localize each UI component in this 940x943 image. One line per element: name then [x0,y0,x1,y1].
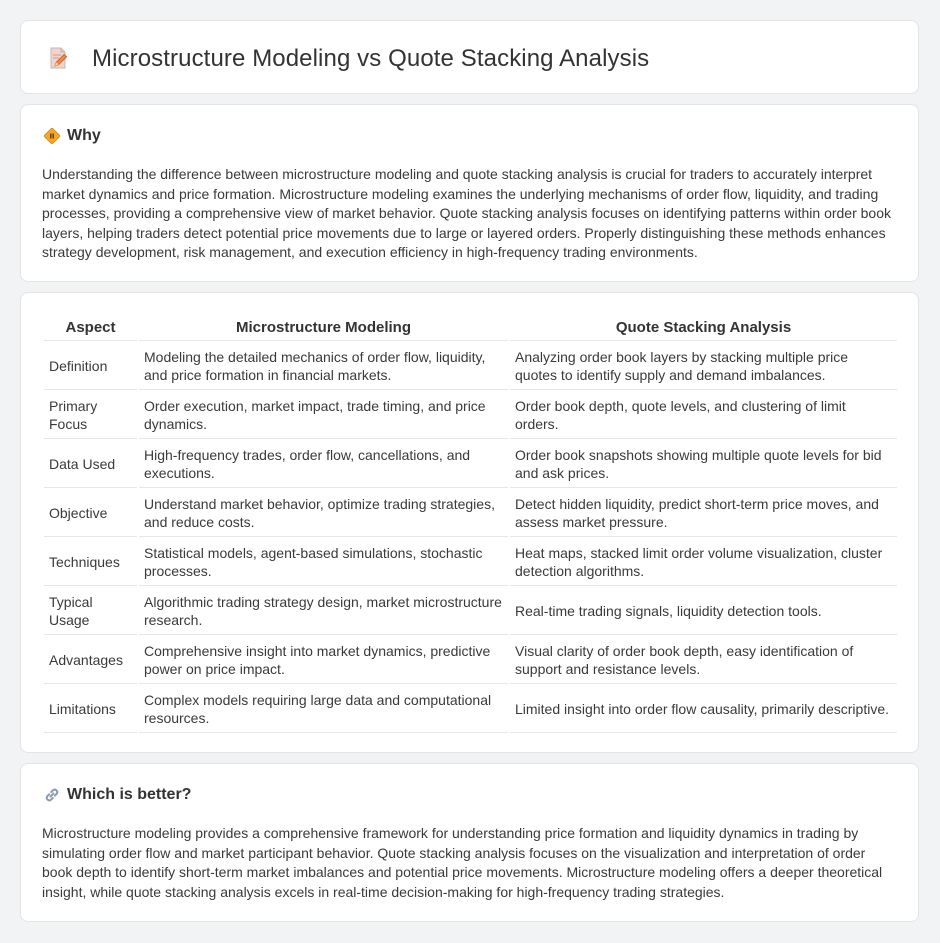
row-microstructure: Algorithmic trading strategy design, market microstructure research. [139,588,508,635]
row-aspect: Primary Focus [44,392,137,439]
row-aspect: Typical Usage [44,588,137,635]
better-text: Microstructure modeling provides a comprehensive framework for understanding price formation and liquidity dynamics in trading by simulating order flow and market participant behavior. Quote stacking analysis focuses on the visualization and interpretation of order book depth to identify short-term market imbalances and potential price movements. Microstructure modeling offers a deeper theoretical insight, while quote stacking analysis excels in real-time decision-making for high-frequency trading strategies. [42,825,883,900]
row-quote-stacking: Heat maps, stacked limit order volume visualization, cluster detection algorithms. [510,539,897,586]
row-aspect: Objective [44,490,137,537]
row-aspect: Techniques [44,539,137,586]
row-microstructure: Comprehensive insight into market dynamics, predictive power on price impact. [139,637,508,684]
document-edit-icon [46,46,70,70]
header-aspect: Aspect [44,315,137,341]
table-row [44,441,897,488]
comparison-card [20,292,919,753]
row-quote-stacking: Order book depth, quote levels, and clustering of limit orders. [510,392,897,439]
table-row [44,637,897,684]
why-heading [43,127,101,145]
row-quote-stacking: Real-time trading signals, liquidity detection tools. [510,588,897,635]
header-quote-stacking: Quote Stacking Analysis [510,315,897,341]
table-row [44,686,897,733]
row-microstructure: Understand market behavior, optimize trading strategies, and reduce costs. [139,490,508,537]
row-quote-stacking: Analyzing order book layers by stacking multiple price quotes to identify supply and demand imbalances. [510,343,897,390]
why-title: Why [67,127,101,144]
row-microstructure: High-frequency trades, order flow, cancellations, and executions. [139,441,508,488]
table-header-row [44,315,897,341]
row-quote-stacking: Detect hidden liquidity, predict short-term price moves, and assess market pressure. [510,490,897,537]
better-title: Which is better? [67,786,192,803]
row-quote-stacking: Limited insight into order flow causality, primarily descriptive. [510,686,897,733]
table-row [44,490,897,537]
table-row [44,588,897,635]
comparison-table [42,313,899,735]
page-title: Microstructure Modeling vs Quote Stacking Analysis [92,45,650,72]
row-aspect: Advantages [44,637,137,684]
better-heading [43,786,191,804]
why-section [20,104,919,282]
row-aspect: Definition [44,343,137,390]
which-is-better-section [20,763,919,922]
link-icon [43,786,61,804]
row-aspect: Data Used [44,441,137,488]
why-text: Understanding the difference between microstructure modeling and quote stacking analysis is crucial for traders to accurately interpret market dynamics and price formation. Microstructure modeling examines the underlying mechanisms of order flow, liquidity, and trading processes, providing a comprehensive view of market behavior. Quote stacking analysis focuses on identifying patterns within order book layers, helping traders detect potential price movements due to large or layered orders. Properly distinguishing these methods enhances strategy development, risk management, and execution efficiency in high-frequency trading environments. [42,166,892,261]
row-quote-stacking: Visual clarity of order book depth, easy identification of support and resistance levels. [510,637,897,684]
row-microstructure: Statistical models, agent-based simulations, stochastic processes. [139,539,508,586]
row-aspect: Limitations [44,686,137,733]
row-microstructure: Modeling the detailed mechanics of order flow, liquidity, and price formation in financial markets. [139,343,508,390]
row-microstructure: Order execution, market impact, trade timing, and price dynamics. [139,392,508,439]
row-quote-stacking: Order book snapshots showing multiple quote levels for bid and ask prices. [510,441,897,488]
warning-sign-icon [43,127,61,145]
header-microstructure: Microstructure Modeling [139,315,508,341]
table-row [44,539,897,586]
title-card [20,20,919,94]
table-row [44,343,897,390]
row-microstructure: Complex models requiring large data and computational resources. [139,686,508,733]
table-row [44,392,897,439]
